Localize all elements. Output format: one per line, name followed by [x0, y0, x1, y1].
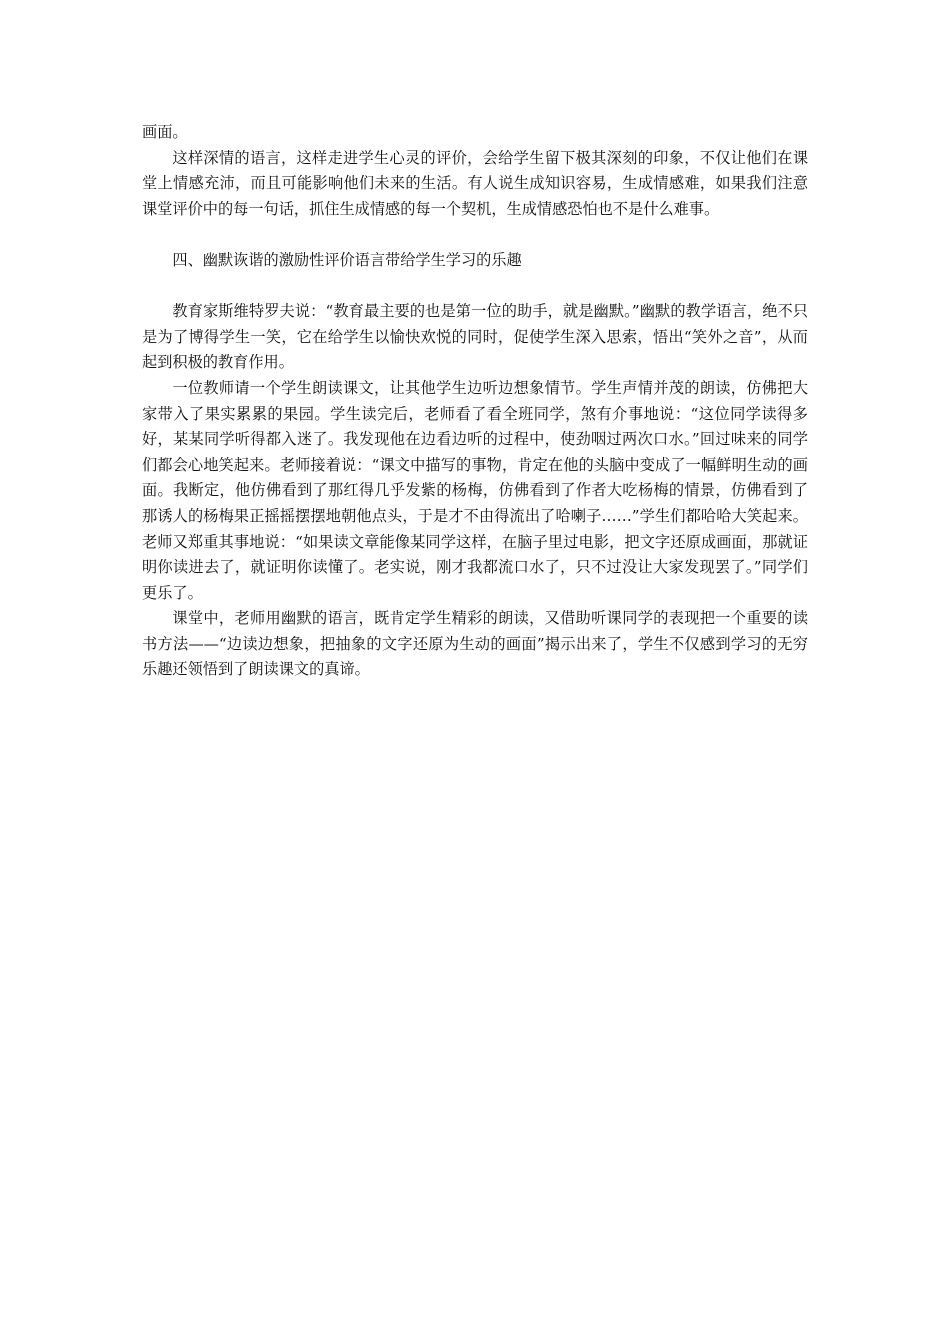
paragraph-spacer [142, 274, 808, 300]
paragraph-humor-quote: 教育家斯维特罗夫说：“教育最主要的也是第一位的助手，就是幽默。”幽默的教学语言，绝不只是为了博得学生一笑，它在给学生以愉快欢悦的同时，促使学生深入思索，悟出“笑外之音”，从而起到积极的教育作用。 [142, 302, 808, 372]
section-heading: 四、幽默诙谐的激励性评价语言带给学生学习的乐趣 [172, 250, 522, 269]
paragraph-classroom-example: 一位教师请一个学生朗读课文，让其他学生边听边想象情节。学生声情并茂的朗读，仿佛把大家带入了果实累累的果园。学生读完后，老师看了看全班同学，煞有介事地说：“这位同学读得多好，某某同学听得都入迷了。我发现他在边看边听的过程中，使劲咽过两次口水。”回过味来的同学们都会心地笑起来。老师接着说：“课文中描写的事物，肯定在他的头脑中变成了一幅鲜明生动的画面。我断定，他仿佛看到了那红得几乎发紫的杨梅，仿佛看到了作者大吃杨梅的情景，仿佛看到了那诱人的杨梅果正摇摇摆摆地朝他点头，于是才不由得流出了哈喇子……”学生们都哈哈大笑起来。老师又郑重其事地说：“如果读文章能像某同学这样，在脑子里过电影，把文字还原成画面，那就证明你读进去了，就证明你读懂了。老实说，刚才我都流口水了，只不过没让大家发现罢了。”同学们更乐了。 [142, 378, 808, 602]
paragraph-emotional-evaluation: 这样深情的语言，这样走进学生心灵的评价，会给学生留下极其深刻的印象，不仅让他们在课堂上情感充沛，而且可能影响他们未来的生活。有人说生成知识容易，生成情感难，如果我们注意课堂评价中的每一句话，抓住生成情感的每一个契机，生成情感恐怕也不是什么难事。 [142, 148, 808, 218]
paragraph-spacer [142, 222, 808, 248]
document-body [142, 120, 808, 683]
paragraph-conclusion: 课堂中，老师用幽默的语言，既肯定学生精彩的朗读，又借助听课同学的表现把一个重要的读书方法——“边读边想象，把抽象的文字还原为生动的画面”揭示出来了，学生不仅感到学习的无穷乐趣还领悟到了朗读课文的真谛。 [142, 609, 808, 679]
paragraph-continuation: 画面。 [142, 123, 188, 141]
